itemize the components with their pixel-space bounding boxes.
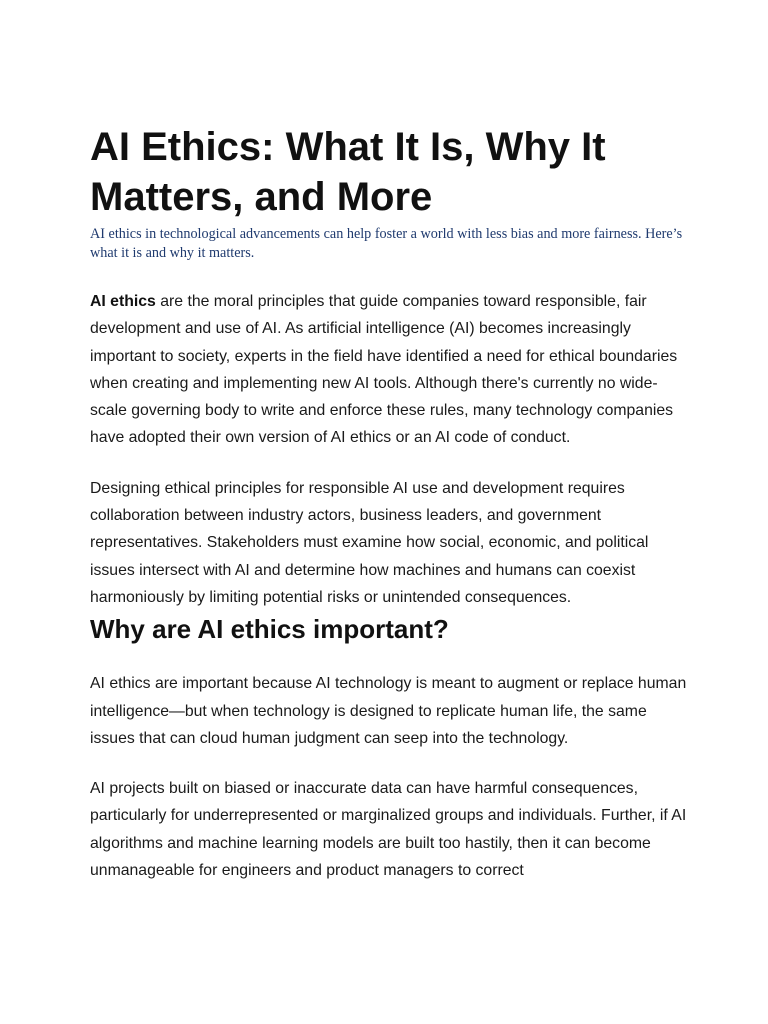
paragraph-importance: AI ethics are important because AI technology is meant to augment or replace human intelligence—but when technology is designed to replicate human life, the same issues that can cloud human judgment can seep into the technology.: [90, 675, 687, 747]
intro-text-after-link: (AI) becomes increasingly important to society, experts in the field have identified a need for ethical boundaries when creating and implementing new AI tools. Although there's currently no wide-scale governing body to write and enforce these rules, many technology companies have adopted their own version of AI ethics or an AI code of conduct.: [90, 320, 678, 447]
section-heading-why-important: Why are AI ethics important?: [90, 614, 449, 645]
intro-paragraph: [90, 288, 690, 452]
paragraph-collaboration: Designing ethical principles for responsible AI use and development requires collaboration between industry actors, business leaders, and government representatives. Stakeholders must examine how social, economic, and political issues intersect with AI and determine how machines and humans can coexist harmoniously by limiting potential risks or unintended consequences.: [90, 479, 649, 606]
intro-text-before-link: are the moral principles that guide companies toward responsible, fair development and use of AI. As: [90, 293, 647, 338]
paragraph-biased-data: AI projects built on biased or inaccurate data can have harmful consequences, particularly for underrepresented or marginalized groups and individuals. Further, if AI algorithms and machine learning models are built too hastily, then it can become unmanageable for engineers and product managers to correct: [90, 780, 687, 880]
artificial-intelligence-link[interactable]: artificial intelligence: [307, 320, 445, 338]
article-subtitle: AI ethics in technological advancements can help foster a world with less bias and more fairness. Here’s what it is and why it matters.: [90, 226, 683, 261]
article: [90, 122, 690, 884]
article-title: AI Ethics: What It Is, Why It Matters, and More: [90, 125, 606, 219]
intro-term: AI ethics: [90, 293, 156, 310]
